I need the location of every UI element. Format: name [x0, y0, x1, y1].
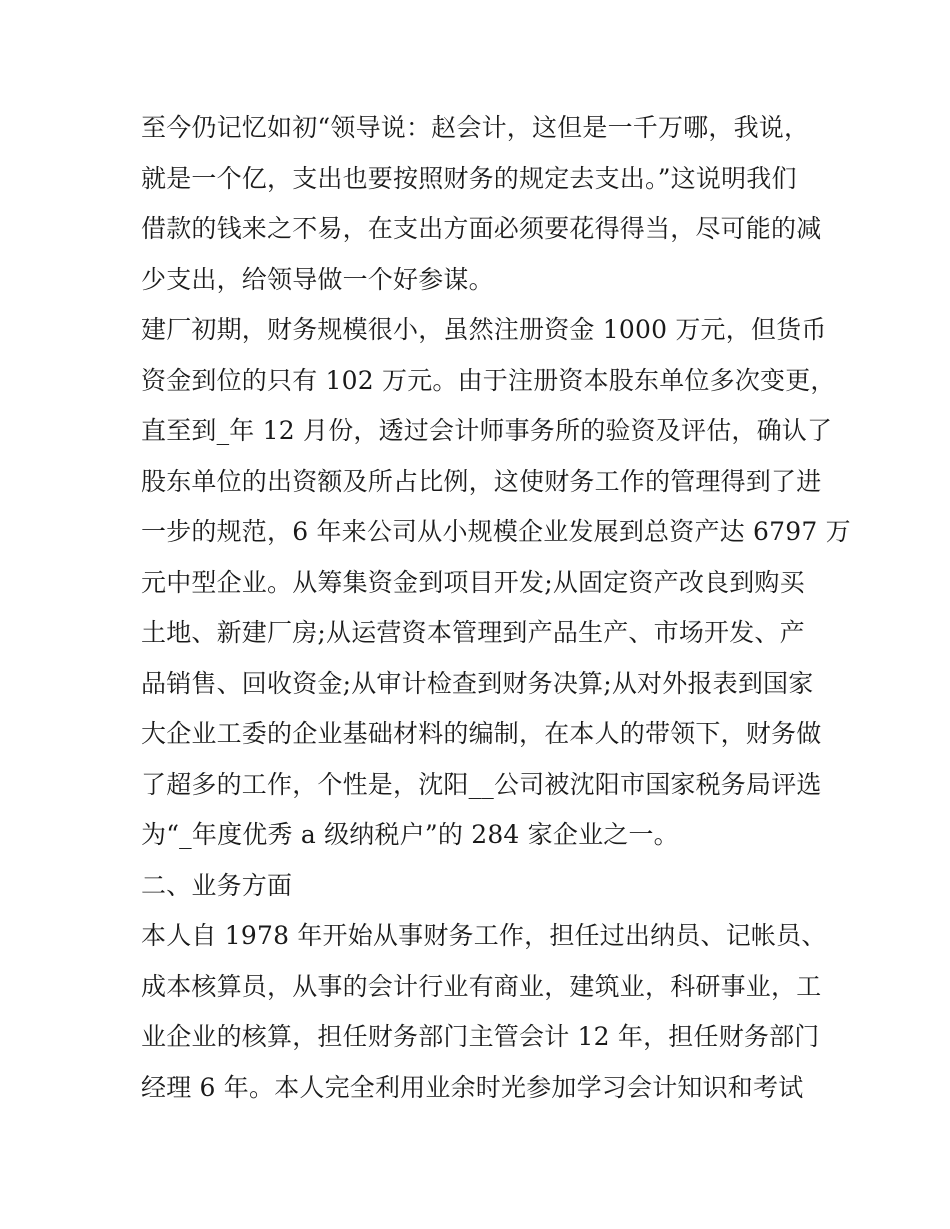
- text-line: 就是一个亿，支出也要按照财务的规定去支出。”这说明我们: [141, 163, 797, 193]
- text-line: 至今仍记忆如初“领导说：赵会计，这但是一千万哪，我说，: [141, 113, 810, 142]
- text-line: 成本核算员，从事的会计行业有商业，建筑业，科研事业，工: [141, 971, 822, 1001]
- text-line: 了超多的工作，个性是，沈阳__公司被沈阳市国家税务局评选: [141, 769, 822, 799]
- text-line: 资金到位的只有 102 万元。由于注册资本股东单位多次变更，: [141, 365, 836, 395]
- text-line: 业企业的核算，担任财务部门主管会计 12 年，担任财务部门: [141, 1022, 820, 1051]
- document-body: [141, 103, 851, 1113]
- text-line: 建厂初期，财务规模很小，虽然注册资金 1000 万元，但货币: [141, 315, 827, 344]
- text-line: 品销售、回收资金;从审计检查到财务决算;从对外报表到国家: [141, 668, 814, 698]
- text-line: 股东单位的出资额及所占比例，这使财务工作的管理得到了进: [141, 466, 822, 496]
- text-line: 本人自 1978 年开始从事财务工作，担任过出纳员、记帐员、: [141, 921, 827, 950]
- text-line: 少支出，给领导做一个好参谋。: [141, 264, 494, 294]
- text-line: 直至到_年 12 月份，透过会计师事务所的验资及评估，确认了: [141, 416, 833, 445]
- text-line: 大企业工委的企业基础材料的编制，在本人的带领下，财务做: [141, 719, 822, 748]
- text-line: 一步的规范，6 年来公司从小规模企业发展到总资产达 6797 万: [141, 517, 851, 546]
- text-line: 为“_年度优秀 a 级纳税户”的 284 家企业之一。: [141, 820, 679, 849]
- text-line: 元中型企业。从筹集资金到项目开发;从固定资产改良到购买: [141, 567, 805, 597]
- text-line: 经理 6 年。本人完全利用业余时光参加学习会计知识和考试: [141, 1072, 804, 1102]
- text-line: 土地、新建厂房;从运营资本管理到产品生产、市场开发、产: [141, 618, 805, 647]
- section-heading: 二、业务方面: [141, 870, 293, 900]
- text-line: 借款的钱来之不易，在支出方面必须要花得得当，尽可能的减: [141, 214, 822, 243]
